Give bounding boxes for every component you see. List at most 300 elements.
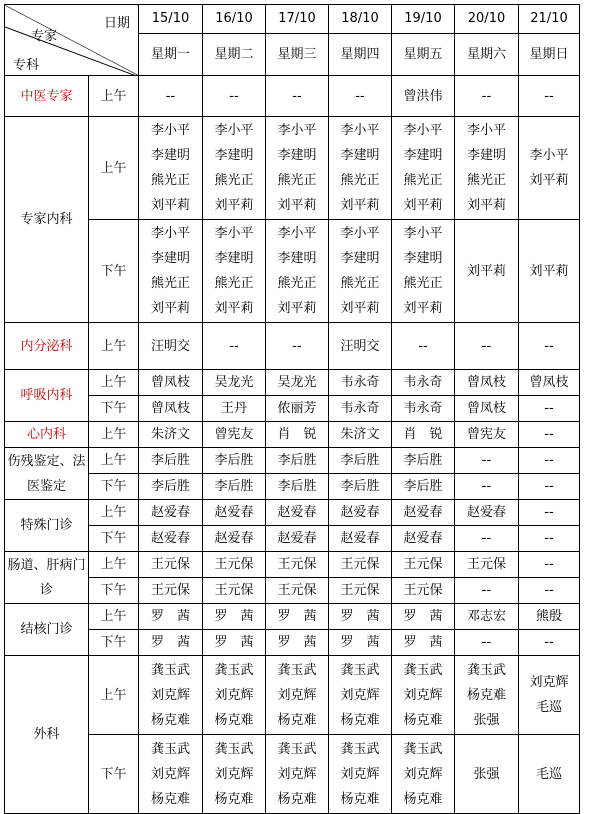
schedule-row <box>5 474 580 500</box>
doctor-name: 刘平莉 <box>403 301 443 316</box>
doctor-name: 熊光正 <box>214 276 254 291</box>
doctor-name: 李后胜 <box>403 453 443 468</box>
period-cell: 上午 <box>89 552 139 578</box>
doctor-cell <box>139 370 203 396</box>
doctor-name: 李小平 <box>150 226 190 241</box>
schedule-row <box>5 323 580 370</box>
doctor-cell <box>329 552 392 578</box>
doctor-cell <box>392 474 455 500</box>
doctor-cell <box>203 76 266 117</box>
schedule-row <box>5 578 580 604</box>
doctor-name: 龚玉武 <box>214 662 254 678</box>
doctor-name: 赵爱春 <box>277 505 317 520</box>
doctor-cell <box>392 526 455 552</box>
doctor-name: 杨克难 <box>150 712 190 728</box>
doctor-cell <box>329 323 392 370</box>
doctor-name: 李建明 <box>277 148 317 163</box>
corner-diagonal-lines <box>5 5 139 76</box>
schedule-row <box>5 526 580 552</box>
doctor-name: -- <box>292 88 302 104</box>
doctor-cell <box>203 220 266 323</box>
date-cell: 20/10 <box>455 5 519 34</box>
doctor-name: 刘克辉 <box>403 766 443 782</box>
doctor-cell <box>139 552 203 578</box>
doctor-cell <box>139 474 203 500</box>
doctor-name: 王丹 <box>220 401 247 416</box>
doctor-cell <box>266 370 329 396</box>
doctor-name: 罗 茜 <box>277 609 317 624</box>
doctor-name: 李后胜 <box>403 479 443 494</box>
doctor-name: 李后胜 <box>277 453 317 468</box>
doctor-name: 刘平莉 <box>403 198 443 213</box>
doctor-cell <box>139 578 203 604</box>
doctor-name: 罗 茜 <box>214 609 254 624</box>
doctor-name: 王元保 <box>150 583 190 598</box>
doctor-cell <box>139 526 203 552</box>
doctor-cell <box>203 526 266 552</box>
doctor-name: 杨克难 <box>340 791 380 807</box>
doctor-name: 曾凤枝 <box>150 401 190 416</box>
doctor-cell <box>392 220 455 323</box>
doctor-name: -- <box>544 583 554 598</box>
schedule-row <box>5 448 580 474</box>
department-name-cell: 内分泌科 <box>5 323 89 370</box>
doctor-name: -- <box>544 453 554 468</box>
doctor-name: 刘克辉 <box>150 687 190 703</box>
department-name-cell: 中医专家 <box>5 76 89 117</box>
period-cell: 上午 <box>89 448 139 474</box>
doctor-name: -- <box>544 401 554 416</box>
doctor-name: 刘平莉 <box>214 301 254 316</box>
doctor-name: 韦永奇 <box>340 375 380 390</box>
doctor-cell <box>392 656 455 735</box>
doctor-name: 曾凤枝 <box>150 375 190 390</box>
doctor-cell <box>455 630 519 656</box>
schedule-row <box>5 735 580 814</box>
doctor-cell <box>203 604 266 630</box>
doctor-name: 熊光正 <box>340 276 380 291</box>
department-name-cell: 心内科 <box>5 422 89 448</box>
doctor-name: 刘克辉 <box>403 687 443 703</box>
doctor-cell <box>203 630 266 656</box>
doctor-name: 王元保 <box>403 583 443 598</box>
doctor-name: 邓志宏 <box>466 609 506 624</box>
doctor-name: 赵爱春 <box>214 505 254 520</box>
weekday-cell: 星期一 <box>139 34 203 76</box>
doctor-cell <box>139 76 203 117</box>
doctor-cell <box>266 604 329 630</box>
doctor-name: -- <box>481 635 492 650</box>
schedule-body <box>5 5 580 814</box>
doctor-name: 李建明 <box>403 148 443 163</box>
doctor-name: 刘克辉 <box>214 766 254 782</box>
doctor-name: 吴龙光 <box>214 375 254 390</box>
doctor-name: -- <box>229 88 239 104</box>
doctor-name: -- <box>481 88 492 104</box>
doctor-name: 王元保 <box>340 557 380 572</box>
doctor-cell <box>139 604 203 630</box>
doctor-cell <box>392 323 455 370</box>
doctor-name: 朱济文 <box>340 427 380 442</box>
doctor-cell <box>329 117 392 220</box>
doctor-cell <box>139 117 203 220</box>
doctor-cell <box>266 220 329 323</box>
period-cell: 下午 <box>89 396 139 422</box>
doctor-cell <box>455 578 519 604</box>
doctor-name: 刘平莉 <box>214 198 254 213</box>
doctor-name: 赵爱春 <box>150 531 190 546</box>
period-cell: 下午 <box>89 526 139 552</box>
doctor-name: 赵爱春 <box>340 505 380 520</box>
doctor-name: 刘克辉 <box>214 687 254 703</box>
doctor-cell <box>519 500 580 526</box>
schedule-row <box>5 117 580 220</box>
doctor-cell <box>329 370 392 396</box>
doctor-name: 侬丽芳 <box>277 401 317 416</box>
doctor-cell <box>266 578 329 604</box>
doctor-name: 王元保 <box>277 557 317 572</box>
doctor-cell <box>519 323 580 370</box>
department-name-cell: 外科 <box>5 656 89 814</box>
doctor-cell <box>203 370 266 396</box>
doctor-cell <box>203 323 266 370</box>
corner-expert-label: 专家 <box>31 29 58 44</box>
doctor-name: 杨克难 <box>277 791 317 807</box>
doctor-name: 李建明 <box>150 148 190 163</box>
doctor-name: 熊光正 <box>150 173 190 188</box>
doctor-name: 熊光正 <box>466 173 506 188</box>
doctor-name: 曾凤枝 <box>466 401 506 416</box>
corner-header-cell <box>5 5 139 76</box>
doctor-cell <box>203 448 266 474</box>
doctor-name: 王元保 <box>214 557 254 572</box>
doctor-name: 刘克辉 <box>529 675 569 690</box>
doctor-cell <box>455 448 519 474</box>
doctor-name: 肖 锐 <box>403 427 443 442</box>
doctor-name: -- <box>355 88 365 104</box>
weekday-cell: 星期二 <box>203 34 266 76</box>
doctor-name: 赵爱春 <box>214 531 254 546</box>
doctor-name: 李后胜 <box>150 479 190 494</box>
doctor-name: 李后胜 <box>150 453 190 468</box>
doctor-cell <box>455 396 519 422</box>
doctor-name: 龚玉武 <box>403 662 443 678</box>
doctor-cell <box>392 422 455 448</box>
doctor-name: 肖 锐 <box>277 427 317 442</box>
doctor-name: 李小平 <box>340 226 380 241</box>
corner-date-label: 日期 <box>103 16 130 31</box>
doctor-cell <box>266 448 329 474</box>
doctor-name: 王元保 <box>466 557 506 572</box>
doctor-cell <box>266 526 329 552</box>
doctor-cell <box>392 396 455 422</box>
doctor-name: 李小平 <box>403 123 443 138</box>
doctor-cell <box>329 220 392 323</box>
doctor-name: 李小平 <box>214 123 254 138</box>
doctor-cell <box>266 656 329 735</box>
doctor-cell <box>139 448 203 474</box>
doctor-name: 李小平 <box>403 226 443 241</box>
doctor-name: 刘平莉 <box>150 198 190 213</box>
doctor-name: 罗 茜 <box>277 635 317 650</box>
doctor-name: 李小平 <box>214 226 254 241</box>
doctor-cell <box>455 220 519 323</box>
doctor-name: 龚玉武 <box>214 741 254 757</box>
doctor-cell <box>329 474 392 500</box>
doctor-name: 熊光正 <box>150 276 190 291</box>
schedule-row <box>5 552 580 578</box>
doctor-cell <box>329 578 392 604</box>
doctor-cell <box>203 396 266 422</box>
doctor-cell <box>203 422 266 448</box>
doctor-name: 赵爱春 <box>403 531 443 546</box>
period-cell: 下午 <box>89 474 139 500</box>
doctor-name: 赵爱春 <box>277 531 317 546</box>
doctor-cell <box>266 117 329 220</box>
doctor-cell <box>329 604 392 630</box>
department-name-cell: 肠道、肝病门诊 <box>5 552 89 604</box>
doctor-name: 李建明 <box>340 148 380 163</box>
doctor-name: 龚玉武 <box>403 741 443 757</box>
doctor-name: 杨克难 <box>403 791 443 807</box>
doctor-cell <box>455 370 519 396</box>
doctor-cell <box>519 220 580 323</box>
doctor-name: 李建明 <box>214 148 254 163</box>
doctor-cell <box>519 474 580 500</box>
doctor-name: 李小平 <box>529 148 569 163</box>
doctor-cell <box>266 76 329 117</box>
doctor-name: 刘平莉 <box>529 263 569 279</box>
doctor-name: 刘平莉 <box>466 198 506 213</box>
period-cell: 上午 <box>89 323 139 370</box>
date-cell: 18/10 <box>329 5 392 34</box>
doctor-cell <box>455 526 519 552</box>
weekday-cell: 星期五 <box>392 34 455 76</box>
schedule-table <box>4 4 580 814</box>
doctor-cell <box>455 323 519 370</box>
doctor-name: 刘平莉 <box>340 301 380 316</box>
doctor-cell <box>392 370 455 396</box>
doctor-cell <box>455 604 519 630</box>
doctor-cell <box>329 396 392 422</box>
doctor-cell <box>519 578 580 604</box>
doctor-name: -- <box>544 635 554 650</box>
doctor-cell <box>392 448 455 474</box>
doctor-name: 罗 茜 <box>214 635 254 650</box>
doctor-name: 刘平莉 <box>529 173 569 188</box>
date-cell: 16/10 <box>203 5 266 34</box>
department-name-cell: 呼吸内科 <box>5 370 89 422</box>
doctor-name: 毛巡 <box>535 700 562 715</box>
doctor-cell <box>139 422 203 448</box>
doctor-cell <box>519 396 580 422</box>
doctor-cell <box>392 604 455 630</box>
doctor-name: 李后胜 <box>340 453 380 468</box>
doctor-cell <box>203 552 266 578</box>
weekday-cell: 星期三 <box>266 34 329 76</box>
doctor-name: 李小平 <box>340 123 380 138</box>
schedule-row <box>5 396 580 422</box>
doctor-name: 王元保 <box>340 583 380 598</box>
doctor-name: 李小平 <box>277 226 317 241</box>
doctor-name: -- <box>544 557 554 572</box>
doctor-cell <box>392 117 455 220</box>
doctor-cell <box>519 448 580 474</box>
doctor-name: 杨克难 <box>466 687 506 703</box>
doctor-name: 龚玉武 <box>466 662 506 678</box>
doctor-name: 罗 茜 <box>150 635 190 650</box>
doctor-name: -- <box>481 531 492 546</box>
doctor-name: 龚玉武 <box>277 662 317 678</box>
doctor-cell <box>203 474 266 500</box>
doctor-name: 刘克辉 <box>277 687 317 703</box>
doctor-name: 李建明 <box>277 251 317 266</box>
doctor-name: 罗 茜 <box>403 609 443 624</box>
doctor-name: 汪明交 <box>340 338 380 354</box>
doctor-name: -- <box>481 453 492 468</box>
doctor-cell <box>392 630 455 656</box>
doctor-cell <box>519 656 580 735</box>
period-cell: 上午 <box>89 370 139 396</box>
doctor-name: 龚玉武 <box>340 741 380 757</box>
doctor-cell <box>519 526 580 552</box>
doctor-cell <box>455 735 519 814</box>
doctor-name: 刘平莉 <box>150 301 190 316</box>
doctor-name: 曾凤枝 <box>466 375 506 390</box>
doctor-name: 曾洪伟 <box>403 88 443 104</box>
period-cell: 上午 <box>89 76 139 117</box>
doctor-name: 罗 茜 <box>150 609 190 624</box>
doctor-cell <box>266 422 329 448</box>
doctor-cell <box>455 76 519 117</box>
doctor-cell <box>519 630 580 656</box>
doctor-name: 汪明交 <box>150 338 190 354</box>
doctor-cell <box>455 656 519 735</box>
doctor-name: 杨克难 <box>214 791 254 807</box>
doctor-cell <box>139 396 203 422</box>
doctor-cell <box>329 630 392 656</box>
doctor-name: 曾宪友 <box>466 427 506 442</box>
doctor-name: 熊光正 <box>340 173 380 188</box>
doctor-name: -- <box>481 338 492 354</box>
date-cell: 15/10 <box>139 5 203 34</box>
doctor-name: 王元保 <box>214 583 254 598</box>
doctor-cell <box>329 422 392 448</box>
schedule-row <box>5 500 580 526</box>
schedule-row <box>5 220 580 323</box>
schedule-row <box>5 630 580 656</box>
doctor-name: 曾宪友 <box>214 427 254 442</box>
date-cell: 21/10 <box>519 5 580 34</box>
doctor-name: 李建明 <box>403 251 443 266</box>
doctor-name: 刘克辉 <box>150 766 190 782</box>
doctor-name: 李后胜 <box>214 479 254 494</box>
doctor-name: 刘克辉 <box>340 687 380 703</box>
doctor-name: 刘克辉 <box>277 766 317 782</box>
doctor-name: 赵爱春 <box>150 505 190 520</box>
period-cell: 下午 <box>89 578 139 604</box>
doctor-name: 龚玉武 <box>277 741 317 757</box>
doctor-cell <box>329 656 392 735</box>
doctor-name: 杨克难 <box>340 712 380 728</box>
doctor-cell <box>519 422 580 448</box>
doctor-cell <box>266 474 329 500</box>
doctor-name: 杨克难 <box>214 712 254 728</box>
weekday-cell: 星期四 <box>329 34 392 76</box>
doctor-name: 毛巡 <box>535 766 562 782</box>
doctor-name: 熊殷 <box>535 609 562 624</box>
weekday-cell: 星期六 <box>455 34 519 76</box>
period-cell: 下午 <box>89 630 139 656</box>
doctor-cell <box>519 76 580 117</box>
doctor-name: 王元保 <box>150 557 190 572</box>
doctor-name: 罗 茜 <box>340 635 380 650</box>
period-cell: 下午 <box>89 220 139 323</box>
doctor-name: -- <box>544 88 554 104</box>
doctor-name: 朱济文 <box>150 427 190 442</box>
doctor-name: 熊光正 <box>403 173 443 188</box>
doctor-name: 李小平 <box>277 123 317 138</box>
period-cell: 上午 <box>89 117 139 220</box>
doctor-name: 李后胜 <box>340 479 380 494</box>
doctor-cell <box>455 552 519 578</box>
doctor-cell <box>139 630 203 656</box>
header-date-row <box>5 5 580 34</box>
doctor-name: 李小平 <box>466 123 506 138</box>
doctor-name: 张强 <box>473 712 500 728</box>
doctor-cell <box>266 552 329 578</box>
doctor-cell <box>139 323 203 370</box>
doctor-name: 赵爱春 <box>340 531 380 546</box>
doctor-cell <box>203 735 266 814</box>
doctor-name: 韦永奇 <box>340 401 380 416</box>
doctor-cell <box>139 656 203 735</box>
doctor-name: -- <box>544 479 554 494</box>
doctor-cell <box>392 76 455 117</box>
doctor-name: 赵爱春 <box>403 505 443 520</box>
doctor-cell <box>392 552 455 578</box>
date-cell: 19/10 <box>392 5 455 34</box>
doctor-cell <box>455 422 519 448</box>
doctor-name: 刘平莉 <box>277 301 317 316</box>
period-cell: 上午 <box>89 656 139 735</box>
doctor-cell <box>519 117 580 220</box>
doctor-name: -- <box>544 531 554 546</box>
schedule-row <box>5 604 580 630</box>
doctor-name: -- <box>481 583 492 598</box>
doctor-cell <box>329 448 392 474</box>
doctor-name: -- <box>229 338 239 354</box>
doctor-name: 熊光正 <box>277 276 317 291</box>
doctor-name: 赵爱春 <box>466 505 506 520</box>
doctor-name: 罗 茜 <box>403 635 443 650</box>
doctor-name: 杨克难 <box>403 712 443 728</box>
schedule-row <box>5 370 580 396</box>
schedule-row <box>5 76 580 117</box>
doctor-name: 龚玉武 <box>150 662 190 678</box>
doctor-name: 韦永奇 <box>403 401 443 416</box>
doctor-name: -- <box>544 338 554 354</box>
doctor-name: 曾凤枝 <box>529 375 569 390</box>
doctor-cell <box>329 735 392 814</box>
doctor-cell <box>203 578 266 604</box>
doctor-name: 李后胜 <box>214 453 254 468</box>
doctor-cell <box>455 500 519 526</box>
corner-dept-label: 专科 <box>13 58 40 73</box>
doctor-cell <box>455 474 519 500</box>
doctor-cell <box>519 604 580 630</box>
doctor-name: 李建明 <box>214 251 254 266</box>
